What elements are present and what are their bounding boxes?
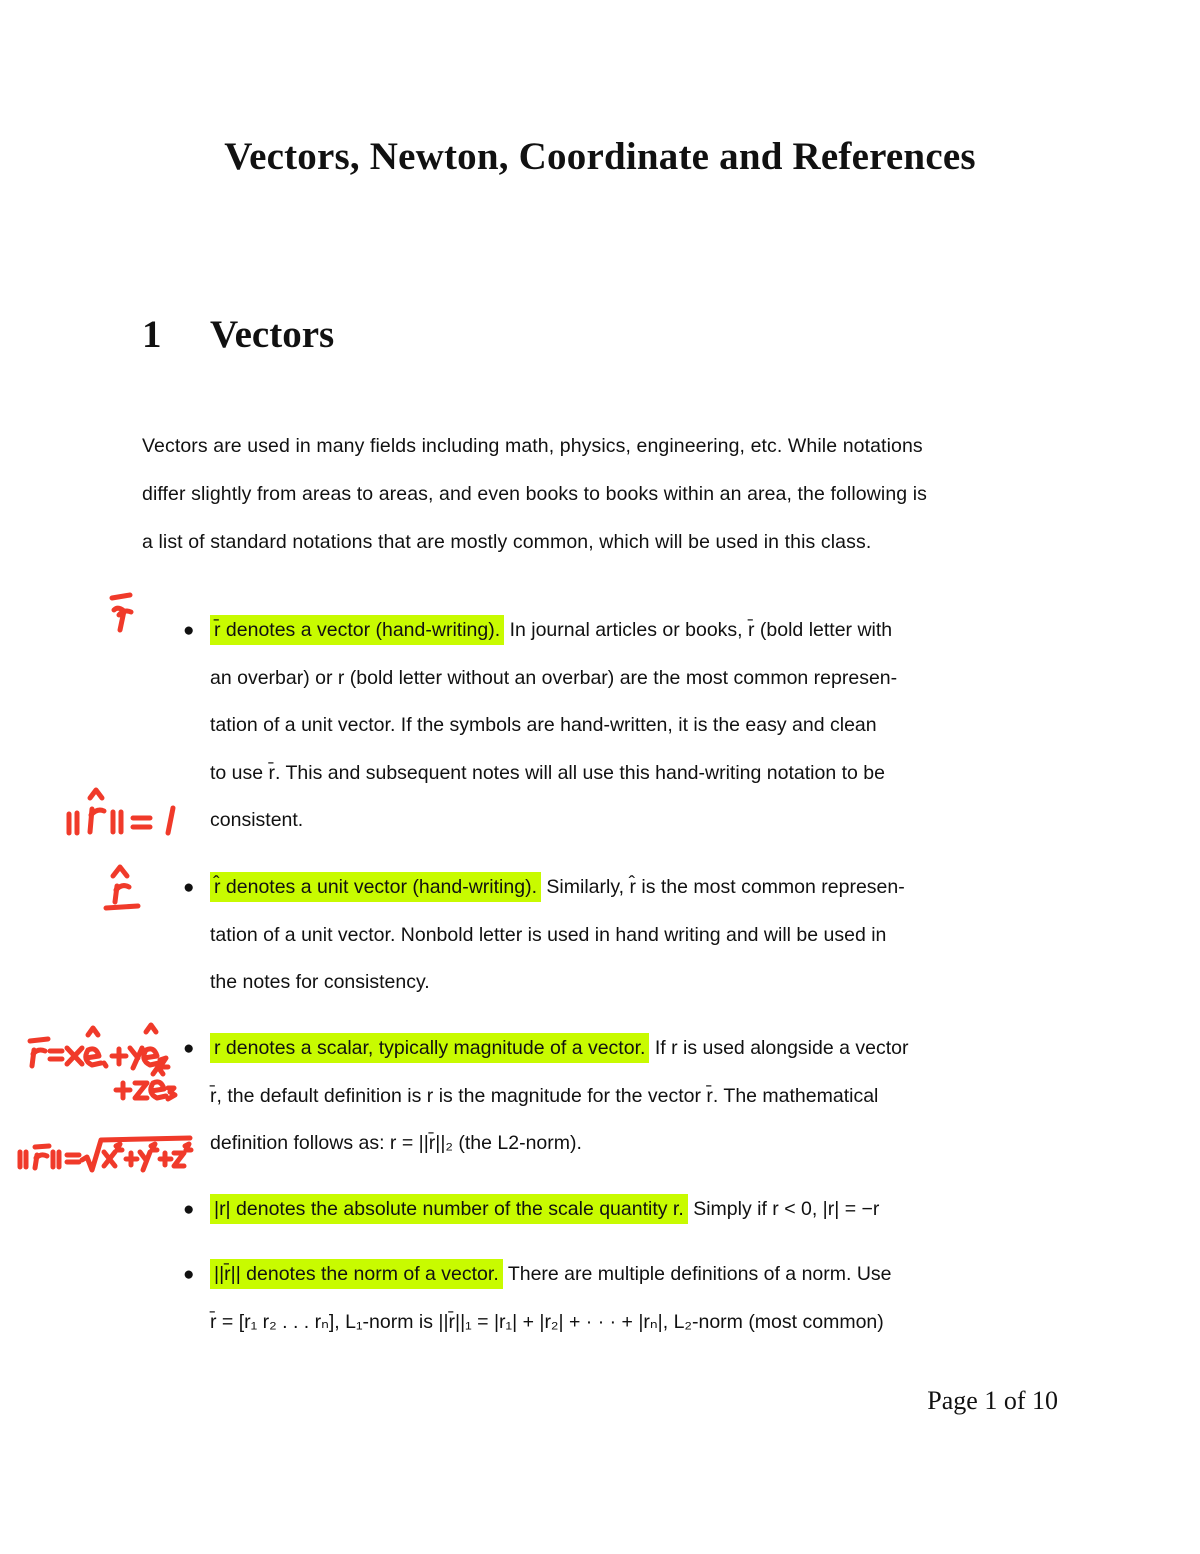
- item-line: to use r̄. This and subsequent notes will all use this hand-writing notation to be: [210, 761, 885, 784]
- item-line: consistent.: [210, 809, 304, 831]
- intro-line: differ slightly from areas to areas, and even books to books within an area, the following is: [142, 483, 928, 505]
- item-line: definition follows as: r = ||r̄||₂ (the L2-norm).: [210, 1132, 582, 1154]
- section-number: 1: [142, 313, 162, 356]
- highlighted-definition: r denotes a scalar, typically magnitude of a vector.: [210, 1033, 649, 1063]
- handwritten-vector-components: [30, 1025, 175, 1099]
- item-text: In journal articles or books, r̄ (bold letter with: [509, 619, 893, 641]
- bullet-icon: ●: [183, 620, 195, 641]
- page-number: Page 1 of 10: [927, 1386, 1058, 1415]
- item-text: If r is used alongside a vector: [654, 1037, 909, 1059]
- highlighted-definition: r̄ denotes a vector (hand-writing).: [210, 615, 504, 645]
- handwritten-r-hat: [106, 867, 138, 908]
- handwritten-norm-sqrt: [20, 1138, 191, 1170]
- item-line: an overbar) or r (bold letter without an overbar) are the most common represen-: [210, 666, 898, 689]
- item-line: tation of a unit vector. Nonbold letter is used in hand writing and will be used in: [210, 923, 887, 946]
- section-title: Vectors: [210, 313, 335, 356]
- item-line: r̄, the default definition is r is the magnitude for the vector r̄. The mathematical: [210, 1084, 879, 1107]
- item-line: tation of a unit vector. If the symbols are hand-written, it is the easy and clean: [210, 714, 877, 736]
- item-line: r̄ = [r₁ r₂ . . . rₙ], L₁-norm is ||r̄||₁ = |r₁| + |r₂| + · · · + |rₙ|, L₂-norm (most common): [210, 1310, 884, 1333]
- handwritten-unit-norm: [69, 790, 173, 833]
- highlighted-definition: ||r̄|| denotes the norm of a vector.: [210, 1259, 503, 1289]
- item-text: Simply if r < 0, |r| = −r: [693, 1198, 880, 1220]
- bullet-icon: ●: [183, 877, 195, 898]
- bullet-icon: ●: [183, 1199, 195, 1220]
- bullet-icon: ●: [183, 1264, 195, 1285]
- handwritten-r-bar: [112, 595, 131, 630]
- intro-line: Vectors are used in many fields including math, physics, engineering, etc. While notations: [142, 435, 923, 457]
- highlighted-definition: r̂ denotes a unit vector (hand-writing).: [210, 872, 541, 902]
- intro-line: a list of standard notations that are mostly common, which will be used in this class.: [142, 531, 872, 553]
- item-text: Similarly, r̂ is the most common represen-: [546, 876, 905, 898]
- document-title: Vectors, Newton, Coordinate and References: [224, 135, 976, 178]
- highlighted-definition: |r| denotes the absolute number of the scale quantity r.: [210, 1194, 688, 1224]
- bullet-icon: ●: [183, 1038, 195, 1059]
- item-line: the notes for consistency.: [210, 971, 430, 993]
- item-text: There are multiple definitions of a norm. Use: [507, 1263, 892, 1285]
